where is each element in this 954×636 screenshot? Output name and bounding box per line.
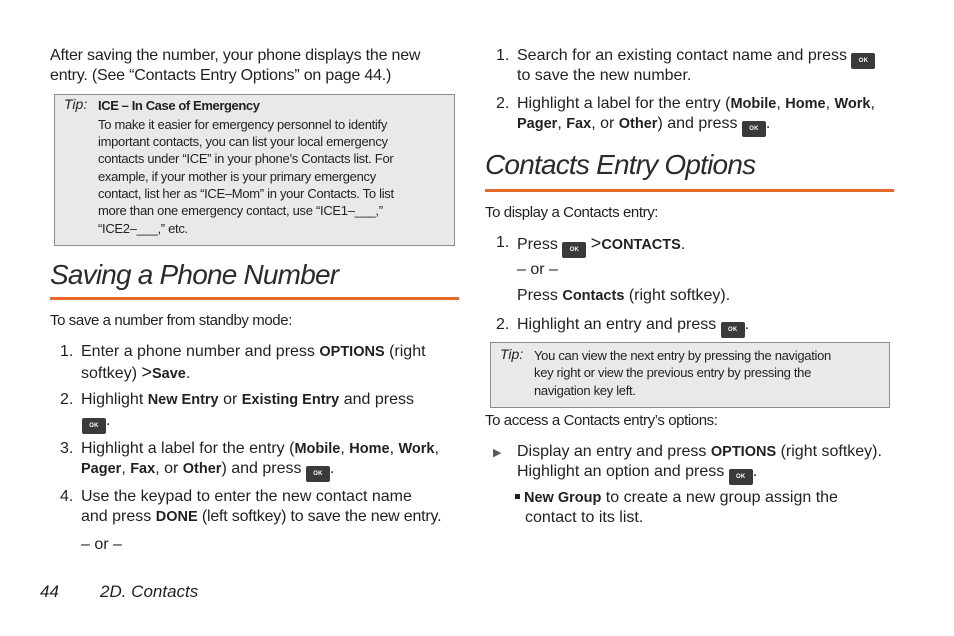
ok-key-icon: OK bbox=[721, 322, 745, 338]
page-number: 44 bbox=[40, 582, 59, 601]
tip-line: navigation key left. bbox=[534, 383, 636, 398]
step-2: Highlight New Entry or Existing Entry and press bbox=[81, 391, 414, 408]
or-separator: – or – bbox=[517, 261, 558, 278]
ok-key-icon: OK bbox=[306, 466, 330, 482]
heading-rule bbox=[50, 297, 459, 300]
access-bullet-line-2: Highlight an option and press OK . bbox=[517, 462, 757, 485]
ok-key-icon: OK bbox=[562, 242, 586, 258]
heading-rule bbox=[485, 189, 894, 192]
display-step-2: Highlight an entry and press OK . bbox=[517, 315, 749, 338]
tip-line: contacts under “ICE” in your phone’s Contacts list. For bbox=[98, 151, 394, 166]
done-key: DONE bbox=[155, 509, 198, 525]
bullet-arrow-icon: ▶ bbox=[493, 447, 502, 459]
step-number: 2. bbox=[496, 316, 510, 333]
or-separator: – or – bbox=[81, 536, 122, 553]
intro-text: After saving the number, your phone displays the new entry. (See “Contacts Entry Options” on page 44.) bbox=[50, 47, 421, 84]
ok-key-icon: OK bbox=[742, 121, 766, 137]
section-title: 2D. Contacts bbox=[100, 582, 199, 601]
step-4: Use the keypad to enter the new contact name bbox=[81, 488, 412, 505]
display-step-1: Press OK >CONTACTS. bbox=[517, 233, 685, 258]
display-intro: To display a Contacts entry: bbox=[485, 204, 659, 221]
press-contacts: Press Contacts (right softkey). bbox=[517, 287, 731, 304]
right-step-1-line-2: to save the new number. bbox=[517, 67, 692, 84]
save-key: Save bbox=[151, 366, 186, 382]
new-group-line-2: contact to its list. bbox=[525, 509, 644, 526]
standby-intro: To save a number from standby mode: bbox=[50, 312, 292, 329]
ok-key-icon: OK bbox=[851, 53, 875, 69]
intro-paragraph bbox=[50, 46, 460, 86]
tip-label: Tip: bbox=[500, 346, 524, 362]
step-4-line-2: and press DONE (left softkey) to save the new entry. bbox=[81, 508, 442, 525]
new-entry-option: New Entry bbox=[147, 392, 219, 408]
access-bullet: Display an entry and press OPTIONS (right softkey). bbox=[517, 443, 882, 460]
tip-line: contact, list her as “ICE–Mom” in your Contacts. To list bbox=[98, 186, 394, 201]
tip-line: more than one emergency contact, use “ICE1–___,” bbox=[98, 203, 383, 218]
square-bullet-icon bbox=[515, 494, 520, 499]
step-1-line-2: softkey) >Save. bbox=[81, 362, 191, 382]
step-2-line-2: OK . bbox=[82, 411, 110, 434]
step-number: 1. bbox=[496, 234, 510, 251]
tip-line: “ICE2–___,” etc. bbox=[98, 221, 188, 236]
contacts-softkey: Contacts bbox=[562, 288, 625, 304]
contacts-menu: CONTACTS bbox=[601, 237, 681, 253]
tip-title: ICE – In Case of Emergency bbox=[98, 98, 260, 113]
ok-key-icon: OK bbox=[729, 469, 753, 485]
step-number: 2. bbox=[496, 95, 510, 112]
right-step-1: Search for an existing contact name and press OK bbox=[517, 46, 897, 69]
tip-line: To make it easier for emergency personnel to identify bbox=[98, 117, 388, 132]
right-step-2-line-2: Pager, Fax, or Other) and press OK . bbox=[517, 114, 770, 137]
options-key: OPTIONS bbox=[710, 444, 777, 460]
tip-line: important contacts, you can list your local emergency bbox=[98, 134, 388, 149]
step-number: 4. bbox=[60, 488, 74, 505]
tip-line: key right or view the previous entry by pressing the bbox=[534, 365, 812, 380]
access-intro: To access a Contacts entry’s options: bbox=[485, 412, 718, 429]
step-number: 2. bbox=[60, 391, 74, 408]
section-heading-saving: Saving a Phone Number bbox=[50, 259, 339, 290]
step-number: 3. bbox=[60, 440, 74, 457]
tip-label: Tip: bbox=[64, 96, 88, 112]
tip-line: You can view the next entry by pressing the navigation bbox=[534, 348, 831, 363]
options-key: OPTIONS bbox=[319, 344, 385, 360]
step-3-line-2: Pager, Fax, or Other) and press OK . bbox=[81, 459, 334, 482]
section-heading-contacts-entry: Contacts Entry Options bbox=[485, 149, 756, 180]
step-number: 1. bbox=[60, 343, 74, 360]
ok-key-icon: OK bbox=[82, 418, 106, 434]
right-step-2: Highlight a label for the entry (Mobile, Home, Work, bbox=[517, 95, 875, 112]
step-1: Enter a phone number and press OPTIONS (right bbox=[81, 343, 426, 360]
step-3: Highlight a label for the entry (Mobile, Home, Work, bbox=[81, 440, 439, 457]
step-number: 1. bbox=[496, 47, 510, 64]
new-group-option: New Group bbox=[524, 490, 602, 506]
new-group-item: New Group to create a new group assign the bbox=[515, 488, 895, 508]
existing-entry-option: Existing Entry bbox=[241, 392, 340, 408]
tip-line: example, if your mother is your primary emergency bbox=[98, 169, 376, 184]
